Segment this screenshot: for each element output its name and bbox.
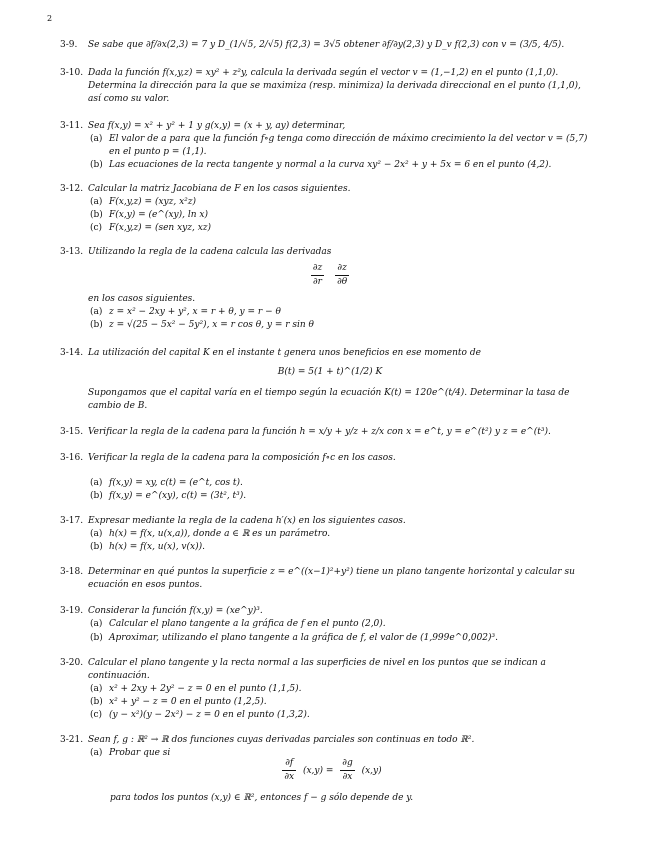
problem-text-continued: Supongamos que el capital varía en el tiempo según la ecuación K(t) = 120e^(t/4). Determinar la tasa de cambio de B. xyxy=(88,388,570,411)
problem-number: 3-21. xyxy=(60,735,84,745)
fraction xyxy=(335,262,349,289)
fraction-numerator: ∂z xyxy=(311,262,324,276)
item-label: (a) xyxy=(90,748,103,758)
list-item xyxy=(90,306,590,319)
item-text: f(x,y) = e^(xy), c(t) = (3t², t³). xyxy=(109,491,247,501)
problem-text: Calcular el plano tangente y la recta normal a las superficies de nivel en los puntos que se indican a continuación. xyxy=(88,658,546,681)
item-text: x² + y² − z = 0 en el punto (1,2,5). xyxy=(109,697,267,707)
list-item xyxy=(90,709,590,722)
list-item xyxy=(90,209,590,222)
equation-middle: (x,y) = xyxy=(302,766,334,776)
problem-3-21 xyxy=(60,734,600,814)
fraction-denominator: ∂r xyxy=(313,277,322,287)
problem-number: 3-19. xyxy=(60,606,84,616)
problem-number: 3-15. xyxy=(60,427,84,437)
list-item xyxy=(90,696,590,709)
problem-text-continued: en los casos siguientes. xyxy=(88,294,196,304)
display-equation xyxy=(60,262,600,294)
problem-3-19 xyxy=(60,605,600,645)
item-text: Probar que si xyxy=(109,748,171,758)
fraction xyxy=(340,757,354,784)
problem-number: 3-10. xyxy=(60,68,84,78)
list-item xyxy=(90,477,590,490)
item-label: (a) xyxy=(90,478,103,488)
item-text: Calcular el plano tangente a la gráfica de f en el punto (2,0). xyxy=(109,619,386,629)
item-text: Las ecuaciones de la recta tangente y normal a la curva xy² − 2x² + y + 5x = 6 en el punto (4,2). xyxy=(109,160,552,170)
problem-number: 3-12. xyxy=(60,184,84,194)
problem-3-9 xyxy=(60,39,600,55)
list-item xyxy=(90,683,590,696)
fraction-denominator: ∂x xyxy=(284,772,295,782)
problem-text: Calcular la matriz Jacobiana de F en los casos siguientes. xyxy=(88,184,351,194)
page-number: 2 xyxy=(47,14,53,23)
item-text: h(x) = f(x, u(x), v(x)). xyxy=(109,542,205,552)
display-equation: B(t) = 5(1 + t)^(1/2) K xyxy=(277,367,383,377)
problem-number: 3-16. xyxy=(60,453,84,463)
problem-3-15 xyxy=(60,426,600,442)
item-label: (a) xyxy=(90,197,103,207)
problem-3-16 xyxy=(60,452,600,504)
problem-3-14 xyxy=(60,347,600,417)
problem-number: 3-13. xyxy=(60,247,84,257)
problem-text: Dada la función f(x,y,z) = xy² + z²y, calcula la derivada según el vector v = (1,−1,2) en el punto (1,1,0). Determina la dirección para la que se maximiza (resp. minimiza) la derivada direccional en el punto (1,1,0), así como su valor. xyxy=(88,68,581,104)
problem-3-10 xyxy=(60,67,600,109)
problem-3-13 xyxy=(60,246,600,338)
problem-number: 3-18. xyxy=(60,567,84,577)
problem-text: Verificar la regla de la cadena para la composición f∘c en los casos. xyxy=(88,453,396,463)
problem-text: Sea f(x,y) = x² + y² + 1 y g(x,y) = (x + y, ay) determinar, xyxy=(88,121,346,131)
fraction-numerator: ∂z xyxy=(335,262,349,276)
problem-number: 3-11. xyxy=(60,121,84,131)
equation-end: (x,y) xyxy=(361,766,382,776)
list-item xyxy=(90,632,590,645)
problem-text-continued: para todos los puntos (x,y) ∈ ℝ², entonces f − g sólo depende de y. xyxy=(110,793,414,803)
item-text: h(x) = f(x, u(x,a)), donde a ∈ ℝ es un parámetro. xyxy=(109,529,331,539)
item-text: F(x,y) = (e^(xy), ln x) xyxy=(109,210,208,220)
display-equation xyxy=(60,757,600,791)
fraction-denominator: ∂θ xyxy=(337,277,348,287)
list-item xyxy=(90,222,590,235)
item-label: (b) xyxy=(90,542,103,552)
fraction xyxy=(311,262,324,289)
list-item xyxy=(90,618,590,631)
problem-text: Considerar la función f(x,y) = (xe^y)³. xyxy=(88,606,263,616)
problem-text: Sean f, g : ℝ² → ℝ dos funciones cuyas derivadas parciales son continuas en todo ℝ². xyxy=(88,735,475,745)
list-item xyxy=(90,490,590,503)
item-text: z = √(25 − 5x² − 5y²), x = r cos θ, y = r sin θ xyxy=(109,320,314,330)
item-text: F(x,y,z) = (sen xyz, xz) xyxy=(109,223,212,233)
fraction-numerator: ∂f xyxy=(282,757,296,771)
item-label: (b) xyxy=(90,160,103,170)
item-label: (b) xyxy=(90,697,103,707)
problem-text: Determinar en qué puntos la superficie z = e^((x−1)²+y²) tiene un plano tangente horizontal y calcular su ecuación en esos puntos. xyxy=(88,567,575,590)
item-label: (c) xyxy=(90,223,103,233)
problem-3-20 xyxy=(60,657,600,725)
fraction xyxy=(282,757,296,784)
item-label: (a) xyxy=(90,684,103,694)
list-item xyxy=(90,528,590,541)
list-item xyxy=(90,196,590,209)
item-label: (b) xyxy=(90,633,103,643)
item-label: (a) xyxy=(90,619,103,629)
list-item xyxy=(90,319,590,332)
item-label: (a) xyxy=(90,529,103,539)
item-text: z = x² − 2xy + y², x = r + θ, y = r − θ xyxy=(109,307,281,317)
item-label: (b) xyxy=(90,210,103,220)
item-label: (a) xyxy=(90,307,103,317)
problem-number: 3-20. xyxy=(60,658,84,668)
list-item xyxy=(90,159,590,172)
item-text: Aproximar, utilizando el plano tangente a la gráfica de f, el valor de (1,999e^0,002)³. xyxy=(109,633,498,643)
item-label: (b) xyxy=(90,491,103,501)
item-label: (c) xyxy=(90,710,103,720)
problem-text: Verificar la regla de la cadena para la función h = x/y + y/z + z/x con x = e^t, y = e^(t²) y z = e^(t³). xyxy=(88,427,551,437)
fraction-denominator: ∂x xyxy=(342,772,353,782)
problem-number: 3-17. xyxy=(60,516,84,526)
problem-text: Expresar mediante la regla de la cadena h′(x) en los siguientes casos. xyxy=(88,516,406,526)
problem-3-18 xyxy=(60,566,600,594)
list-item xyxy=(90,541,590,554)
item-label: (a) xyxy=(90,134,103,144)
item-text: El valor de a para que la función f∘g tenga como dirección de máximo crecimiento la del vector v = (5,7) en el punto p = (1,1). xyxy=(109,134,588,157)
item-text: x² + 2xy + 2y² − z = 0 en el punto (1,1,5). xyxy=(109,684,302,694)
list-item xyxy=(90,133,590,159)
problem-3-11 xyxy=(60,120,600,168)
problem-3-17 xyxy=(60,515,600,555)
fraction-numerator: ∂g xyxy=(340,757,354,771)
item-text: (y − x²)(y − 2x²) − z = 0 en el punto (1,3,2). xyxy=(109,710,310,720)
problem-text: Utilizando la regla de la cadena calcula las derivadas xyxy=(88,247,332,257)
item-label: (b) xyxy=(90,320,103,330)
problem-number: 3-14. xyxy=(60,348,84,358)
problem-number: 3-9. xyxy=(60,40,78,50)
problem-3-12 xyxy=(60,183,600,235)
problem-text: La utilización del capital K en el instante t genera unos beneficios en ese momento de xyxy=(88,348,481,358)
item-text: F(x,y,z) = (xyz, x²z) xyxy=(109,197,197,207)
item-text: f(x,y) = xy, c(t) = (e^t, cos t). xyxy=(109,478,243,488)
problem-text: Se sabe que ∂f/∂x(2,3) = 7 y D_(1/√5, 2/√5) f(2,3) = 3√5 obtener ∂f/∂y(2,3) y D_v f(2,3) con v = (3/5, 4/5). xyxy=(88,40,565,50)
